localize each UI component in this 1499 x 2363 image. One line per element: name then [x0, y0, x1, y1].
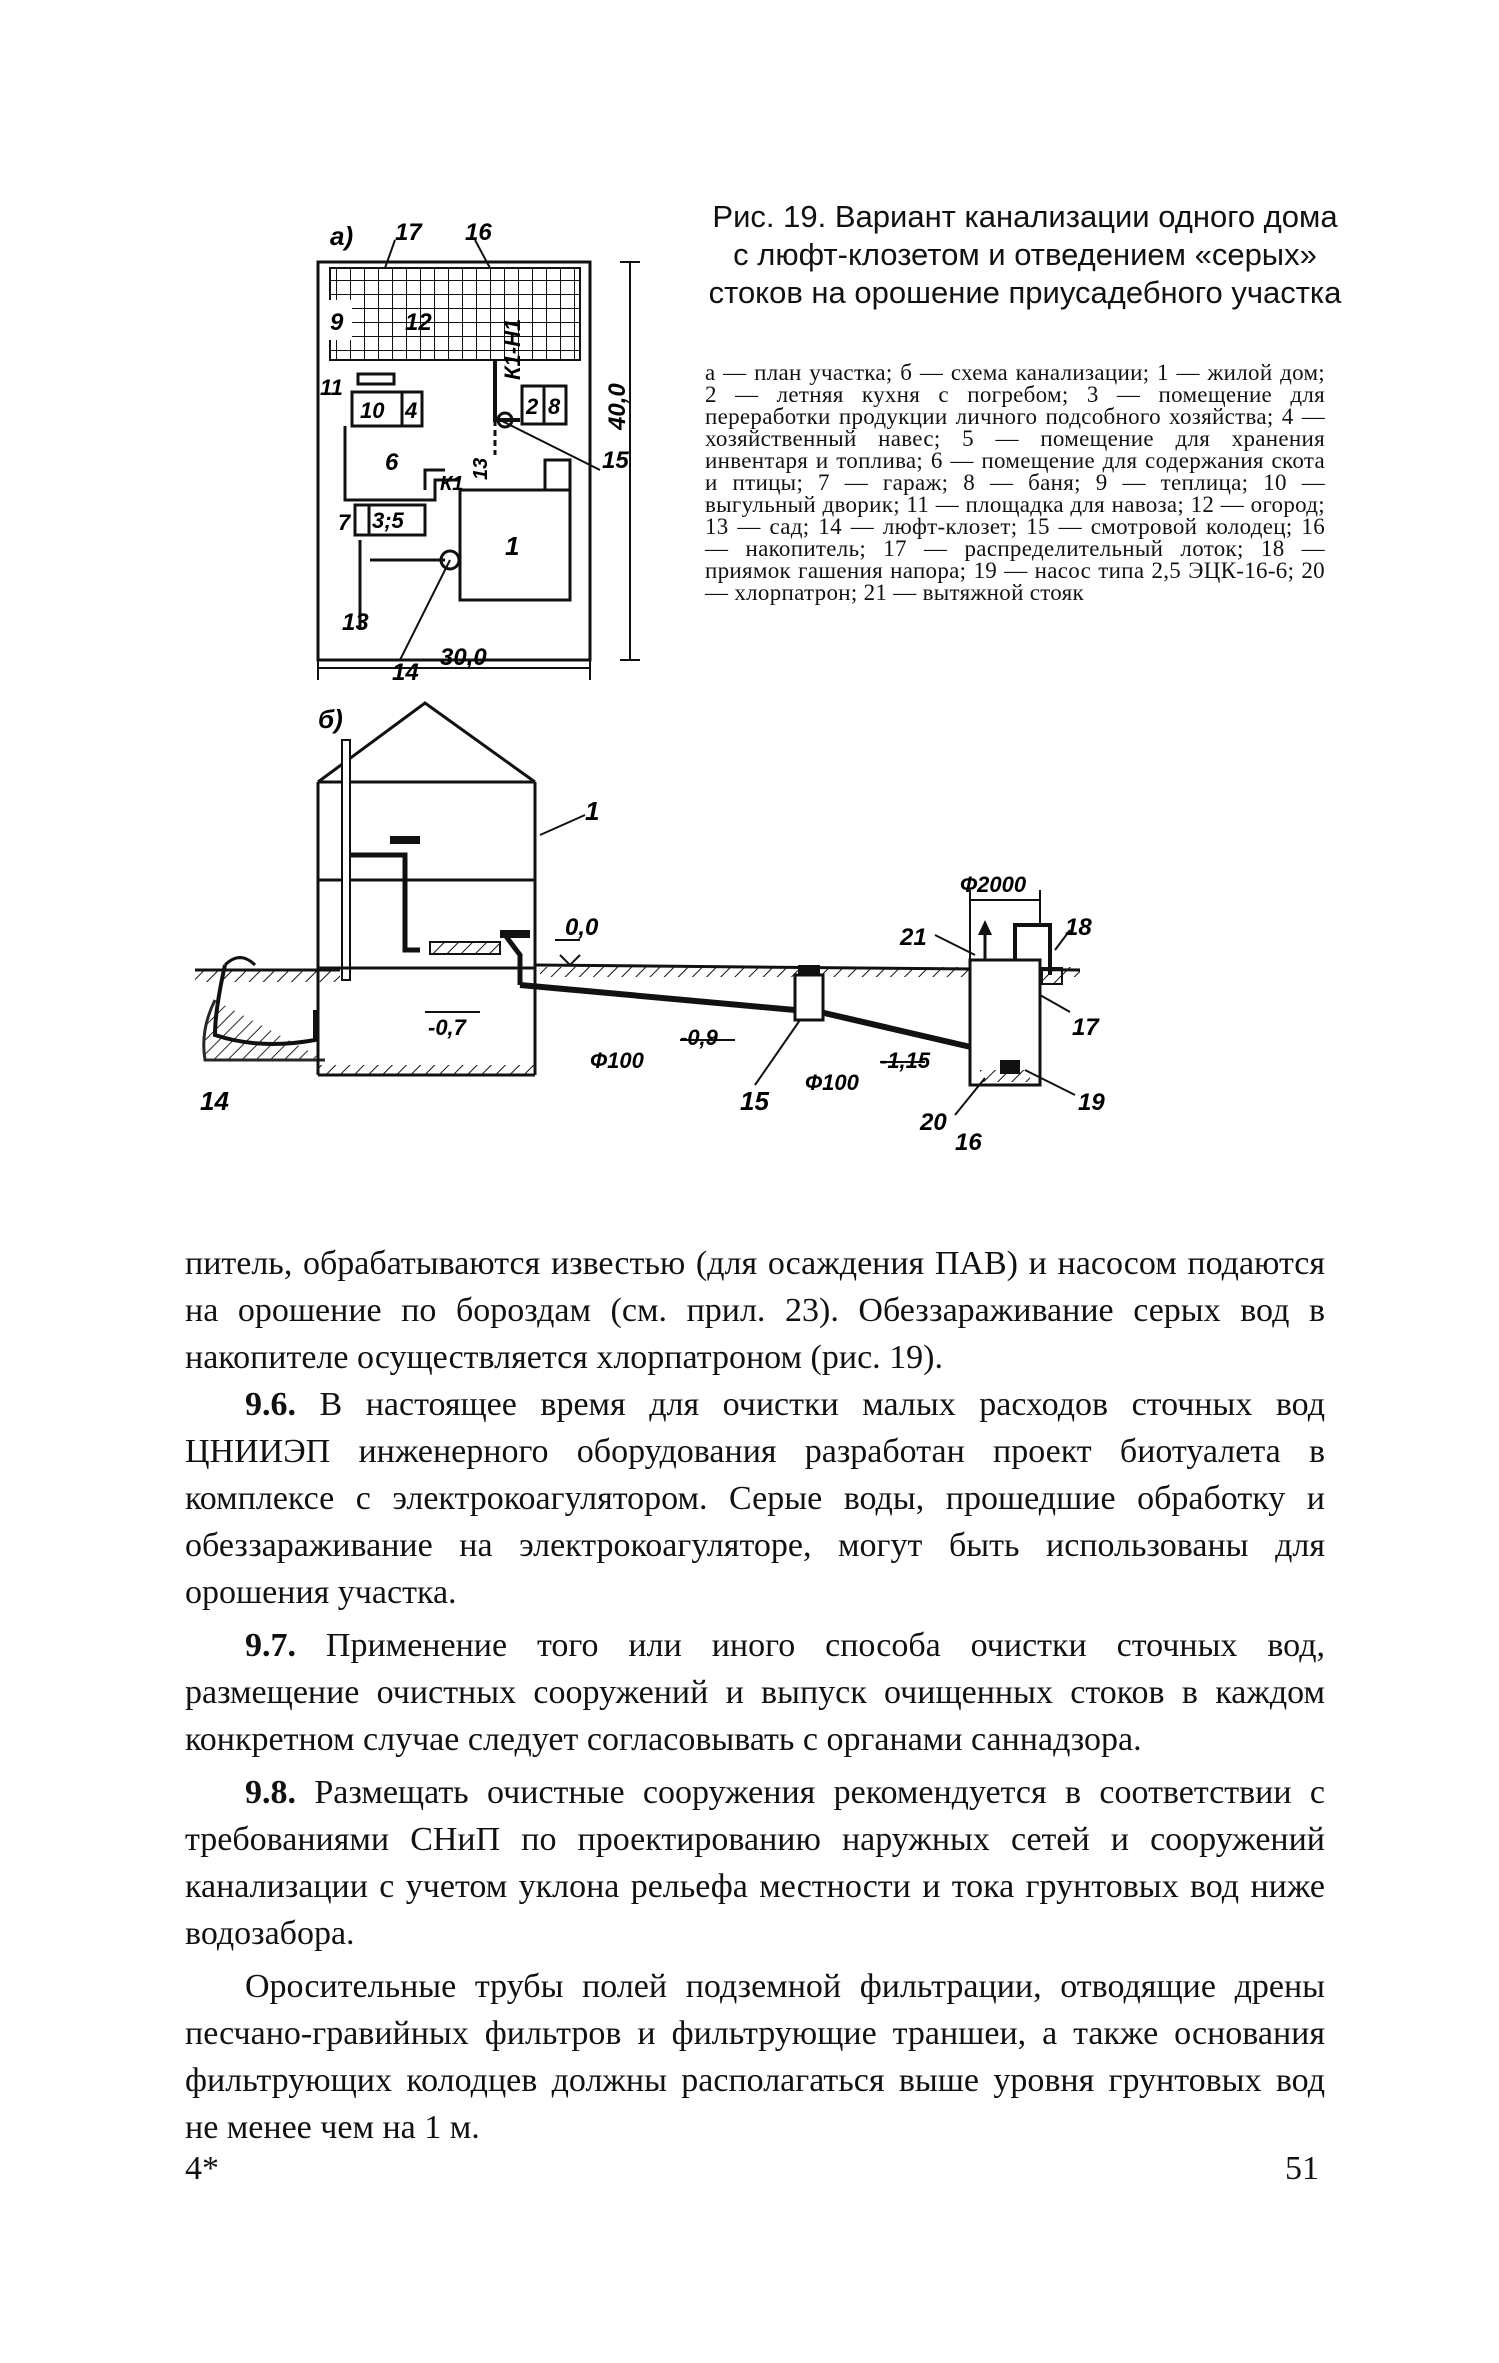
label-plan-k1: К1 [440, 473, 464, 495]
label-scheme-1: 1 [585, 796, 600, 826]
label-scheme-17: 17 [1072, 1014, 1099, 1041]
site-plan [318, 219, 640, 686]
label-plan-10: 10 [360, 398, 385, 423]
label-plan-17: 17 [395, 219, 422, 246]
label-scheme-d100a: Ф100 [590, 1048, 644, 1073]
pump [1000, 1060, 1020, 1074]
inspection-well [795, 975, 823, 1020]
label-scheme-m115: -1,15 [880, 1048, 931, 1073]
paragraph-text: Применение того или иного способа очистки сточных вод, размещение очистных сооружений и выпуск очищенных стоков в каждом конкретном случае следует согласовывать с органами саннадзора. [185, 1627, 1325, 1758]
label-plan-13: 13 [342, 609, 369, 636]
paragraph-9-8 [185, 1769, 1325, 1957]
label-plan-4: 4 [405, 398, 418, 423]
paragraph-9-6 [185, 1381, 1325, 1616]
closet-fixture [430, 942, 500, 954]
figure-caption-title: Рис. 19. Вариант канализации одного дома с люфт-клозетом и отведением «серых» стоков на орошение приусадебного участка [708, 199, 1342, 310]
label-plan-11: 11 [320, 375, 343, 400]
paragraph-number: 9.7. [245, 1627, 296, 1664]
paragraph-irrigation: Оросительные трубы полей подземной фильтрации, отводящие дрены песчано-гравийных фильтров и фильтрующие траншеи, а также основания фильтрующих колодцев должны располагаться выше уровня грунтовых вод не менее чем на 1 м. [185, 1968, 1325, 2146]
pipe-segment-1 [520, 985, 795, 1010]
label-scheme-d100b: Ф100 [805, 1070, 859, 1095]
label-scheme-m09: -0,9 [680, 1025, 718, 1050]
label-scheme-d2000: Ф2000 [960, 872, 1027, 897]
label-plan-13-vertical: 13 [470, 457, 492, 480]
paragraph-text: В настоящее время для очистки малых расходов сточных вод ЦНИИЭП инженерного оборудования разработан проект биотуалета в комплексе с электрокоагулятором. Серые воды, прошедшие обработку и обеззараживание на электрокоагуляторе, могут быть использованы для орошения участка. [185, 1386, 1325, 1611]
label-scheme-15: 15 [740, 1086, 769, 1116]
label-plan-8: 8 [548, 394, 561, 419]
label-scheme-20: 20 [920, 1109, 947, 1136]
greenhouse-grid [330, 268, 580, 360]
label-dim-width: 30,0 [440, 644, 487, 671]
paragraph-number: 9.8. [245, 1774, 296, 1811]
label-scheme-21: 21 [900, 924, 927, 951]
label-dim-height: 40,0 [604, 383, 631, 430]
sewer-scheme [195, 703, 1105, 1156]
page-number: 51 [1285, 2150, 1319, 2187]
body-text [185, 1240, 1325, 2151]
label-plan-6: 6 [385, 449, 399, 476]
label-plan-3-5: 3;5 [372, 508, 404, 533]
label-plan-15: 15 [602, 447, 629, 474]
paragraph-number: 9.6. [245, 1386, 296, 1423]
label-panel-a: а) [330, 221, 354, 251]
label-plan-14: 14 [392, 659, 419, 686]
signature-mark: 4* [185, 2150, 219, 2187]
label-plan-12: 12 [405, 309, 432, 336]
paragraph-text: Размещать очистные сооружения рекомендуется в соответствии с требованиями СНиП по проектированию наружных сетей и сооружений канализации с учетом уклона рельефа местности и тока грунтовых вод ниже водозабора. [185, 1774, 1325, 1952]
figure-legend: а — план участка; б — схема канализации; 1 — жилой дом; 2 — летняя кухня с погребом; 3 — помещение для переработки продукции личного подсобного хозяйства; 4 — хозяйственный навес; 5 — помещение для хранения инвентаря и топлива; 6 — помещение для содержания скота и птицы; 7 — гараж; 8 — баня; 9 — теплица; 10 — выгульный дворик; 11 — площадка для навоза; 12 — огород; 13 — сад; 14 — люфт-клозет; 15 — смотровой колодец; 16 — накопитель; 17 — распределительный лоток; 18 — приямок гашения напора; 19 — насос типа 2,5 ЭЦК-16-6; 20 — хлорпатрон; 21 — вытяжной стояк [705, 360, 1325, 605]
label-scheme-16: 16 [955, 1129, 982, 1156]
label-plan-2: 2 [526, 394, 539, 419]
label-scheme-zero: 0,0 [565, 914, 599, 941]
vent-stack [342, 740, 350, 980]
pipe-segment-2 [820, 1012, 975, 1048]
label-scheme-m07: -0,7 [428, 1015, 466, 1040]
label-panel-b: б) [318, 704, 343, 734]
label-scheme-18: 18 [1065, 914, 1092, 941]
paragraph-9-7 [185, 1622, 1325, 1763]
paragraph-continuation: питель, обрабатываются известью (для осаждения ПАВ) и насосом подаются на орошение по бороздам (см. прил. 23). Обеззараживание серых вод в накопителе осуществляется хлорпатроном (рис. 19). [185, 1245, 1325, 1376]
manure-pad [358, 374, 394, 384]
label-plan-16: 16 [465, 219, 492, 246]
label-scheme-19: 19 [1078, 1089, 1105, 1116]
label-scheme-14: 14 [200, 1086, 229, 1116]
label-plan-9: 9 [330, 309, 344, 336]
label-pipe: К1-Н1 [500, 318, 525, 380]
label-plan-1: 1 [505, 531, 520, 561]
label-plan-7: 7 [338, 510, 351, 535]
